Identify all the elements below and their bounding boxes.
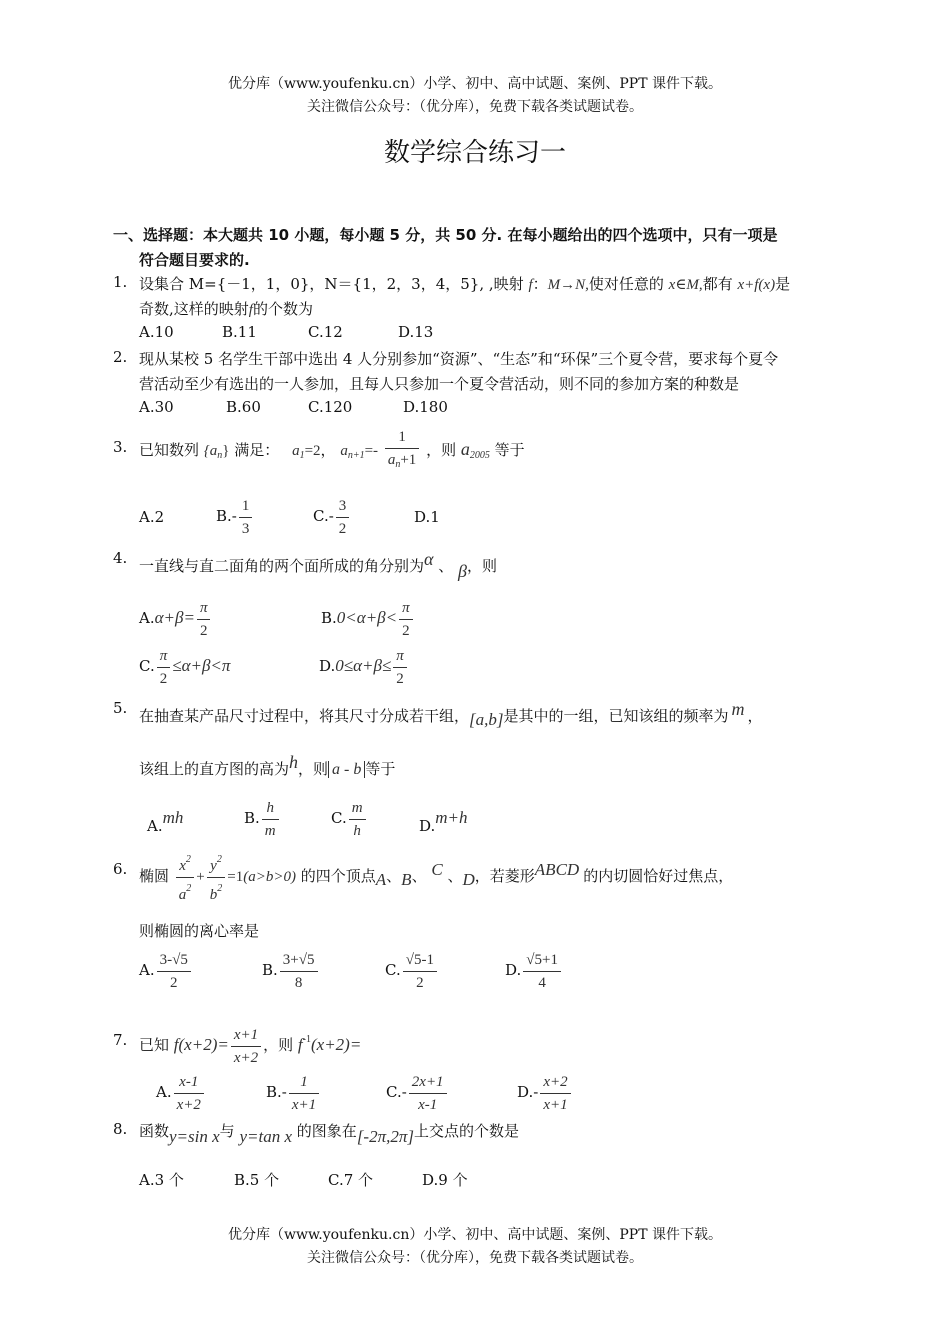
question-4-stem — [139, 549, 497, 582]
q4-option-c-pi: π — [157, 645, 171, 668]
q2-option-c: C.120 — [308, 398, 353, 416]
q4-option-d-label: D. — [319, 657, 336, 675]
q6-option-c-frac — [403, 949, 437, 994]
q3-a1 — [292, 443, 320, 459]
q3-seq-a: {a — [203, 443, 218, 459]
question-8-stem — [139, 1120, 519, 1147]
q6-x: x — [179, 857, 186, 874]
q2-option-d: D.180 — [403, 398, 448, 416]
q6-vertex-a: A — [375, 870, 387, 889]
q5-text-a: 在抽查某产品尺寸过程中，将其尺寸分成若干组， — [139, 707, 470, 725]
q6-option-b-num: 3+√5 — [280, 949, 318, 972]
q5-m: m — [731, 699, 745, 719]
q4-text-b: ，则 — [467, 557, 498, 575]
q6-option-a — [139, 948, 193, 994]
q7-option-a-den: x+2 — [176, 1096, 201, 1113]
q6-option-c-den: 2 — [416, 974, 424, 991]
q3-option-c-num: 3 — [336, 495, 350, 518]
q6-vertex-c: C — [431, 860, 443, 879]
question-5-line-1 — [139, 699, 763, 730]
q1-text-b: 使对任意的 — [588, 275, 664, 293]
q4-option-a-two: 2 — [199, 622, 208, 639]
question-5-line-2 — [139, 752, 395, 779]
q7-option-d-label: D.- — [517, 1083, 539, 1101]
question-3-stem — [139, 426, 525, 476]
question-6-number: 6. — [113, 860, 128, 878]
q6-y: y — [210, 857, 217, 874]
q6-sep-3: 、 — [447, 867, 463, 885]
question-8-number: 8. — [113, 1120, 128, 1138]
q3-a2005-sub: 2005 — [469, 450, 490, 461]
q4-option-d-pi: π — [393, 645, 407, 668]
q7-option-d — [517, 1070, 573, 1116]
q6-text-a: 椭圆 — [139, 867, 170, 885]
question-2-number: 2. — [113, 348, 128, 366]
q5-option-b-frac — [262, 797, 279, 842]
q4-beta: β — [458, 561, 468, 581]
q5-option-b-label: B. — [244, 809, 260, 827]
q7-f-frac — [231, 1024, 261, 1069]
q3-option-b-den: 3 — [241, 520, 250, 537]
q6-plus: + — [196, 869, 205, 885]
q6-sep-2: 、 — [411, 867, 427, 885]
q1-map: M→N, — [547, 277, 589, 293]
q8-text-a: 函数 — [139, 1122, 170, 1140]
q5-text-d: 该组上的直方图的高为 — [139, 760, 290, 778]
q4-option-c-two: 2 — [159, 670, 168, 687]
q7-option-b-frac — [289, 1071, 319, 1116]
q6-b: b — [209, 886, 218, 903]
q1-option-c: C.12 — [308, 323, 343, 341]
q5-option-a-label: A. — [147, 817, 163, 835]
q5-option-d-expr: m+h — [435, 808, 468, 827]
q5-option-b — [244, 796, 281, 842]
q6-option-d-frac — [523, 949, 561, 994]
question-7-stem — [139, 1018, 361, 1069]
q8-option-a: A.3 个 — [139, 1171, 184, 1189]
section-heading-line-2: 符合题目要求的. — [139, 251, 250, 269]
q7-finv-arg: (x+2)= — [311, 1035, 362, 1054]
q6-vertex-b: B — [401, 870, 412, 889]
q3-option-b — [216, 494, 254, 540]
q6-option-b — [262, 948, 320, 994]
q5-text-b: 是其中的一组，已知该组的频率为 — [503, 707, 729, 725]
q1-xinm: x∈M, — [668, 277, 703, 293]
q1-expr: x+f(x) — [737, 277, 776, 293]
q7-option-a-label: A. — [156, 1083, 172, 1101]
q4-alpha: α — [424, 549, 434, 569]
q3-seq-end: } — [222, 443, 230, 459]
q8-text-d: 上交点的个数是 — [414, 1122, 520, 1140]
question-3-number: 3. — [113, 438, 128, 456]
footer-line-2: 关注微信公众号：（优分库），免费下载各类试题试卷。 — [307, 1250, 643, 1266]
q3-option-b-num: 1 — [239, 495, 253, 518]
q3-text-b: 满足： — [234, 441, 280, 459]
q6-option-a-label: A. — [139, 961, 155, 979]
header-line-1: 优分库（www.youfenku.cn）小学、初中、高中试题、案例、PPT 课件下载。 — [227, 76, 722, 92]
q4-option-c-frac — [157, 645, 171, 690]
q3-frac-den-a: a — [387, 452, 396, 468]
q3-option-c — [313, 494, 351, 540]
q4-option-a-pi: π — [197, 597, 211, 620]
q6-rhombus: ABCD — [534, 860, 580, 879]
q3-seq — [204, 443, 230, 459]
q7-f-num: x+1 — [231, 1024, 261, 1047]
question-6-line-2: 则椭圆的离心率是 — [139, 922, 260, 940]
q1-f2: f — [248, 302, 253, 318]
q3-an1-sub: n+1 — [347, 450, 365, 461]
q7-option-d-num: x+2 — [540, 1071, 570, 1094]
q3-a1-sub: 1 — [299, 450, 305, 461]
q6-option-d — [505, 948, 563, 994]
q7-option-c-label: C.- — [386, 1083, 407, 1101]
q6-frac-x — [176, 849, 195, 906]
q5-text-f: 等于 — [365, 760, 396, 778]
q6-option-b-label: B. — [262, 961, 278, 979]
q4-option-d-expr: 0≤α+β≤ — [335, 656, 392, 675]
question-2-line-1: 现从某校 5 名学生干部中选出 4 人分别参加“资源”、“生态”和“环保”三个夏令营，要求每个夏令 — [139, 350, 779, 368]
q4-option-b — [321, 596, 415, 642]
q1-f: f — [528, 277, 533, 293]
q5-option-c-frac — [349, 797, 366, 842]
q5-option-c-num: m — [349, 797, 366, 820]
q2-option-b: B.60 — [226, 398, 261, 416]
q1-text-e: 奇数,这样的映射 — [139, 300, 249, 318]
q6-a-sq: 2 — [186, 882, 192, 894]
q7-option-b-label: B.- — [266, 1083, 287, 1101]
q6-text-b: 的四个顶点 — [300, 867, 376, 885]
q7-option-c-num: 2x+1 — [409, 1071, 447, 1094]
q3-option-c-label: C.- — [313, 507, 334, 525]
q7-option-a-num: x-1 — [174, 1071, 204, 1094]
question-6-line-1 — [139, 848, 733, 906]
q7-option-b-num: 1 — [289, 1071, 319, 1094]
q5-option-a — [147, 796, 183, 848]
q7-option-c-frac — [409, 1071, 447, 1116]
question-1-line-2 — [139, 298, 313, 319]
q3-an1-a: a — [340, 443, 348, 459]
q7-option-c-den: x-1 — [418, 1096, 438, 1113]
q6-frac-y — [207, 849, 226, 906]
q8-tan: y=tan x — [239, 1127, 293, 1146]
q3-frac-den-sub: n — [395, 459, 401, 470]
q3-option-b-frac — [239, 495, 253, 540]
q5-text-e: ，则 — [298, 760, 329, 778]
q3-an1-rhs: =- — [364, 443, 379, 459]
q5-text-c: ， — [747, 707, 763, 725]
page-title: 数学综合练习一 — [383, 138, 566, 168]
q4-option-b-two: 2 — [402, 622, 410, 639]
q5-option-c — [331, 796, 368, 842]
q6-a: a — [178, 886, 187, 903]
q7-text-b: ，则 — [263, 1036, 294, 1054]
q8-text-c: 的图象在 — [296, 1122, 357, 1140]
q3-text-a: 已知数列 — [139, 441, 200, 459]
q5-option-c-label: C. — [331, 809, 347, 827]
q8-option-c: C.7 个 — [328, 1171, 374, 1189]
q4-sep: 、 — [438, 557, 454, 575]
q3-a1-rhs: =2 — [304, 443, 321, 459]
question-1-number: 1. — [113, 273, 128, 291]
q5-option-b-den: m — [264, 822, 276, 839]
q1-option-d: D.13 — [398, 323, 434, 341]
q8-interval: [-2π,2π] — [356, 1127, 414, 1146]
q6-frac-x-den — [176, 878, 195, 906]
q1-text-a: 设集合 M={－1，1，0}，N＝{1，2，3，4，5}, ,映射 — [139, 275, 524, 293]
header-line-2: 关注微信公众号：（优分库），免费下载各类试题试卷。 — [307, 99, 643, 115]
q3-option-d: D.1 — [414, 508, 440, 526]
q6-option-c-label: C. — [385, 961, 401, 979]
q5-option-d-label: D. — [419, 817, 436, 835]
q6-text-d: 的内切圆恰好过焦点， — [583, 867, 734, 885]
q3-text-d: 等于 — [494, 441, 525, 459]
q8-option-b: B.5 个 — [234, 1171, 280, 1189]
q1-option-b: B.11 — [222, 323, 257, 341]
q4-option-d-two: 2 — [396, 670, 404, 687]
q4-option-c-expr: ≤α+β<π — [172, 656, 231, 675]
q6-option-d-label: D. — [505, 961, 522, 979]
q7-f-den: x+2 — [233, 1049, 259, 1066]
q6-y-sq: 2 — [216, 853, 222, 865]
q6-frac-y-den — [207, 878, 226, 906]
q6-option-b-frac — [280, 949, 318, 994]
q6-option-b-den: 8 — [294, 974, 303, 991]
q6-sep-1: 、 — [386, 867, 402, 885]
q3-frac-den — [385, 449, 419, 476]
q4-option-d-frac — [393, 645, 407, 690]
q3-a1-a: a — [292, 443, 300, 459]
q5-option-c-den: h — [353, 822, 361, 839]
q5-interval: [a,b] — [469, 710, 504, 729]
q3-option-c-den: 2 — [338, 520, 347, 537]
q6-text-c: ，若菱形 — [474, 867, 535, 885]
q3-fraction — [385, 426, 419, 476]
q4-option-a-frac — [197, 597, 211, 642]
q1-text-c: 都有 — [702, 275, 733, 293]
q5-option-b-num: h — [262, 797, 279, 820]
q6-x-sq: 2 — [185, 853, 191, 865]
q6-frac-x-num — [176, 849, 195, 878]
q3-text-c: ，则 — [426, 441, 457, 459]
q4-option-c-label: C. — [139, 657, 155, 675]
q4-option-b-pi: π — [399, 597, 413, 620]
q5-option-a-expr: mh — [162, 808, 184, 827]
q3-frac-den-tail: +1 — [400, 452, 417, 468]
q6-frac-y-num — [207, 849, 226, 878]
q8-option-d: D.9 个 — [422, 1171, 468, 1189]
q6-option-c-num: √5-1 — [403, 949, 437, 972]
q6-vertex-d: D — [462, 870, 475, 889]
q3-frac-num: 1 — [385, 426, 419, 449]
q3-a2005-a: a — [460, 439, 470, 459]
q6-option-d-den: 4 — [538, 974, 546, 991]
q4-option-c — [139, 644, 230, 690]
q7-finv-f: f — [297, 1035, 303, 1054]
q7-text-a: 已知 — [139, 1036, 170, 1054]
q5-h: h — [289, 752, 299, 772]
question-1-line-1 — [139, 273, 790, 294]
q4-option-a-label: A. — [139, 609, 155, 627]
q4-option-b-label: B. — [321, 609, 337, 627]
section-heading-line-1: 一、选择题：本大题共 10 小题，每小题 5 分，共 50 分. 在每小题给出的四个选项中，只有一项是 — [113, 226, 778, 244]
q3-seq-sub: n — [217, 450, 223, 461]
question-7-number: 7. — [113, 1031, 128, 1049]
q1-text-f: 的个数为 — [252, 300, 313, 318]
q6-option-d-num: √5+1 — [523, 949, 561, 972]
q6-b-sq: 2 — [217, 882, 223, 894]
q3-option-b-label: B.- — [216, 507, 237, 525]
q4-option-a — [139, 596, 212, 642]
q7-finv — [298, 1035, 361, 1054]
q3-a2005 — [460, 439, 490, 461]
q6-eq: =1 — [227, 869, 244, 885]
q3-option-a: A.2 — [139, 508, 165, 526]
q7-f-lhs: f(x+2)= — [173, 1035, 229, 1054]
q7-option-d-den: x+1 — [543, 1096, 568, 1113]
footer-line-1: 优分库（www.youfenku.cn）小学、初中、高中试题、案例、PPT 课件下载。 — [227, 1227, 722, 1243]
q1-colon: ： — [532, 275, 548, 293]
q7-option-d-frac — [540, 1071, 570, 1116]
question-4-number: 4. — [113, 549, 128, 567]
q7-option-a-frac — [174, 1071, 204, 1116]
q4-text-a: 一直线与直二面角的两个面所成的角分别为 — [139, 557, 425, 575]
q3-option-c-frac — [336, 495, 350, 540]
q8-sin: y=sin x — [169, 1127, 220, 1146]
q4-option-b-expr: 0<α+β< — [336, 608, 398, 627]
q6-cond: (a>b>0) — [243, 869, 296, 885]
q1-text-d: 是 — [775, 275, 791, 293]
q3-an1 — [340, 443, 378, 459]
q1-option-a: A.10 — [139, 323, 174, 341]
q2-option-a: A.30 — [139, 398, 174, 416]
q5-absval: a - b — [328, 761, 365, 778]
q3-comma: ， — [320, 441, 336, 459]
q4-option-d — [319, 644, 409, 690]
q6-option-c — [385, 948, 439, 994]
q6-option-a-num: 3-√5 — [157, 949, 191, 972]
q7-option-b — [266, 1070, 321, 1116]
q7-option-b-den: x+1 — [291, 1096, 317, 1113]
q4-option-b-frac — [399, 597, 413, 642]
q8-text-b: 与 — [219, 1122, 235, 1140]
q4-option-a-expr: α+β= — [154, 608, 195, 627]
question-2-line-2: 营活动至少有选出的一人参加，且每人只参加一个夏令营活动，则不同的参加方案的种数是 — [139, 375, 740, 393]
question-5-number: 5. — [113, 699, 128, 717]
q7-finv-sup: -1 — [302, 1034, 311, 1045]
q6-option-a-den: 2 — [169, 974, 178, 991]
q7-option-a — [156, 1070, 206, 1116]
q7-option-c — [386, 1070, 449, 1116]
q6-option-a-frac — [157, 949, 191, 994]
q5-option-d — [419, 796, 468, 848]
